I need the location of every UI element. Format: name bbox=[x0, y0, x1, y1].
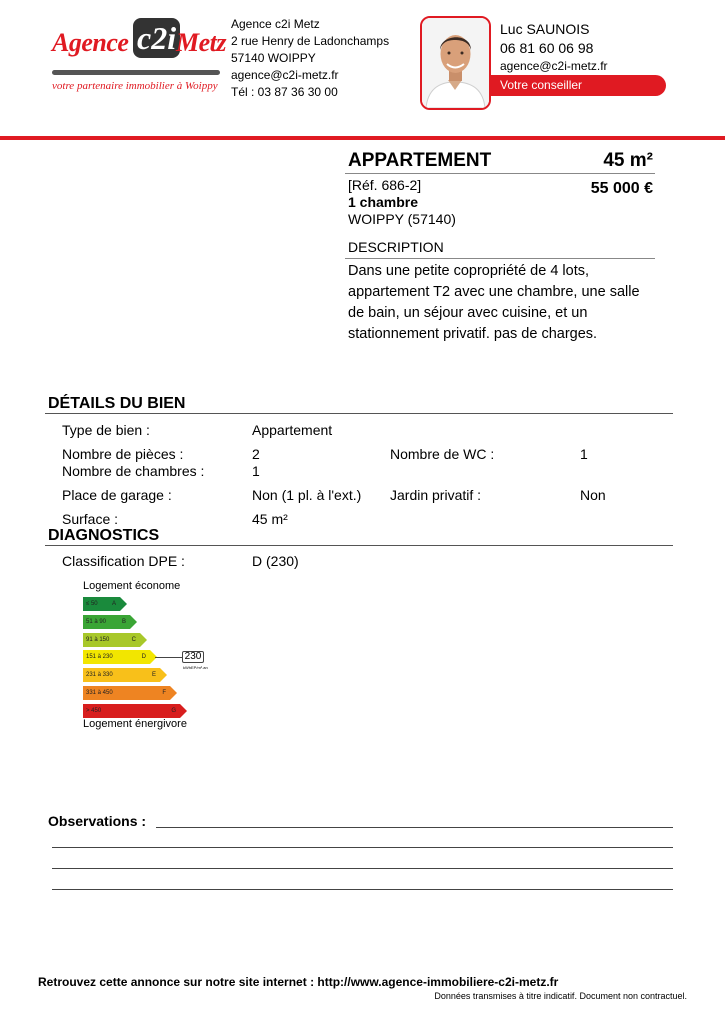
observations-line-2[interactable] bbox=[52, 847, 673, 848]
observations-label: Observations : bbox=[48, 813, 147, 829]
dpe-bar-letter: G bbox=[171, 707, 176, 714]
logo-word-metz: Metz bbox=[176, 28, 226, 57]
property-ref: [Réf. 686-2] bbox=[348, 177, 422, 193]
agency-email[interactable]: agence@c2i-metz.fr bbox=[231, 68, 339, 82]
agency-name: Agence c2i Metz bbox=[231, 17, 320, 31]
advisor-email[interactable]: agence@c2i-metz.fr bbox=[500, 59, 608, 73]
footer-website[interactable]: Retrouvez cette annonce sur notre site internet : http://www.agence-immobiliere-c2i-metz.fr bbox=[38, 975, 559, 989]
observations-line-4[interactable] bbox=[52, 889, 673, 890]
dpe-marker-unit: kWhEP/m².an bbox=[183, 665, 208, 671]
dpe-bar-f bbox=[83, 686, 170, 700]
advisor-role-bar bbox=[470, 75, 666, 96]
details-title: DÉTAILS DU BIEN bbox=[48, 395, 186, 412]
details-underline bbox=[45, 413, 673, 414]
observations-line-3[interactable] bbox=[52, 868, 673, 869]
dpe-bar-e bbox=[83, 668, 160, 682]
agency-phone: Tél : 03 87 36 30 00 bbox=[231, 85, 338, 99]
advisor-phone: 06 81 60 06 98 bbox=[500, 40, 594, 56]
dpe-chart bbox=[83, 595, 213, 720]
rooms-label: Nombre de pièces : bbox=[62, 446, 184, 462]
property-area: 45 m² bbox=[603, 150, 653, 171]
dpe-bar-d bbox=[83, 650, 150, 664]
dpe-bar-range: 331 à 450 bbox=[86, 690, 113, 696]
wc-label: Nombre de WC : bbox=[390, 446, 495, 462]
logo-underline bbox=[52, 70, 220, 75]
agency-address-line2: 57140 WOIPPY bbox=[231, 51, 316, 65]
agency-logo bbox=[52, 18, 227, 98]
advisor-portrait-icon bbox=[422, 18, 489, 108]
header-divider bbox=[0, 136, 725, 140]
dpe-marker-value: 230 bbox=[182, 651, 204, 663]
description-underline bbox=[345, 258, 655, 259]
rooms-value: 2 bbox=[252, 446, 260, 462]
dpe-bar-range: 51 à 90 bbox=[86, 618, 107, 625]
advisor-role: Votre conseiller bbox=[500, 78, 583, 92]
property-price: 55 000 € bbox=[590, 180, 653, 197]
title-underline bbox=[345, 173, 655, 174]
dpe-bar-letter: A bbox=[111, 601, 116, 607]
bedrooms-value: 1 bbox=[252, 463, 260, 479]
footer-disclaimer: Données transmises à titre indicatif. Document non contractuel. bbox=[434, 991, 687, 1001]
dpe-value: D (230) bbox=[252, 553, 299, 569]
surface-value: 45 m² bbox=[252, 511, 288, 527]
property-type: APPARTEMENT bbox=[348, 150, 492, 171]
dpe-bar-range: 91 à 150 bbox=[86, 636, 110, 643]
garage-value: Non (1 pl. à l'ext.) bbox=[252, 487, 362, 503]
dpe-bar-c bbox=[83, 633, 140, 647]
dpe-label: Classification DPE : bbox=[62, 553, 185, 569]
garden-value: Non bbox=[580, 487, 606, 503]
dpe-bar-letter: F bbox=[162, 690, 166, 696]
diagnostics-title: DIAGNOSTICS bbox=[48, 527, 160, 544]
dpe-bar-a bbox=[83, 597, 120, 611]
type-label: Type de bien : bbox=[62, 422, 150, 438]
dpe-bar-letter: C bbox=[131, 636, 136, 643]
diagnostics-underline bbox=[45, 545, 673, 546]
advisor-name: Luc SAUNOIS bbox=[500, 21, 590, 37]
surface-label: Surface : bbox=[62, 511, 119, 527]
observations-line-1[interactable] bbox=[156, 827, 673, 828]
description-title: DESCRIPTION bbox=[348, 239, 444, 255]
property-bedrooms: 1 chambre bbox=[348, 194, 419, 210]
advisor-contact bbox=[500, 20, 608, 74]
dpe-bar-letter: B bbox=[121, 618, 126, 625]
agency-address-line1: 2 rue Henry de Ladonchamps bbox=[231, 34, 390, 48]
dpe-bar-b bbox=[83, 615, 130, 629]
property-city: WOIPPY (57140) bbox=[348, 211, 456, 227]
dpe-bar-range: ≤ 50 bbox=[86, 601, 98, 607]
logo-tagline: votre partenaire immobilier à Woippy bbox=[52, 80, 218, 92]
bedrooms-label: Nombre de chambres : bbox=[62, 463, 205, 479]
logo-word-agence: Agence bbox=[52, 28, 129, 57]
dpe-bar-range: 231 à 330 bbox=[86, 672, 113, 679]
dpe-top-caption: Logement économe bbox=[83, 580, 181, 592]
property-description: Dans une petite copropriété de 4 lots, appartement T2 avec une chambre, une salle de bain, un séjour avec cuisine, et un stationnement privatif. pas de charges. bbox=[348, 263, 640, 342]
dpe-bar-letter: D bbox=[141, 654, 146, 661]
garage-label: Place de garage : bbox=[62, 487, 172, 503]
dpe-marker-line bbox=[155, 657, 182, 658]
wc-value: 1 bbox=[580, 446, 588, 462]
dpe-bar-range: > 450 bbox=[86, 707, 102, 714]
type-value: Appartement bbox=[252, 422, 333, 438]
advisor-photo bbox=[420, 16, 491, 110]
dpe-bar-range: 151 à 230 bbox=[86, 654, 113, 661]
garden-label: Jardin privatif : bbox=[390, 487, 482, 503]
dpe-bar-g bbox=[83, 704, 180, 718]
dpe-bar-letter: E bbox=[151, 672, 156, 679]
dpe-bottom-caption: Logement énergivore bbox=[83, 718, 187, 730]
logo-word-c2i: c2i bbox=[133, 18, 180, 58]
agency-contact bbox=[231, 16, 389, 101]
